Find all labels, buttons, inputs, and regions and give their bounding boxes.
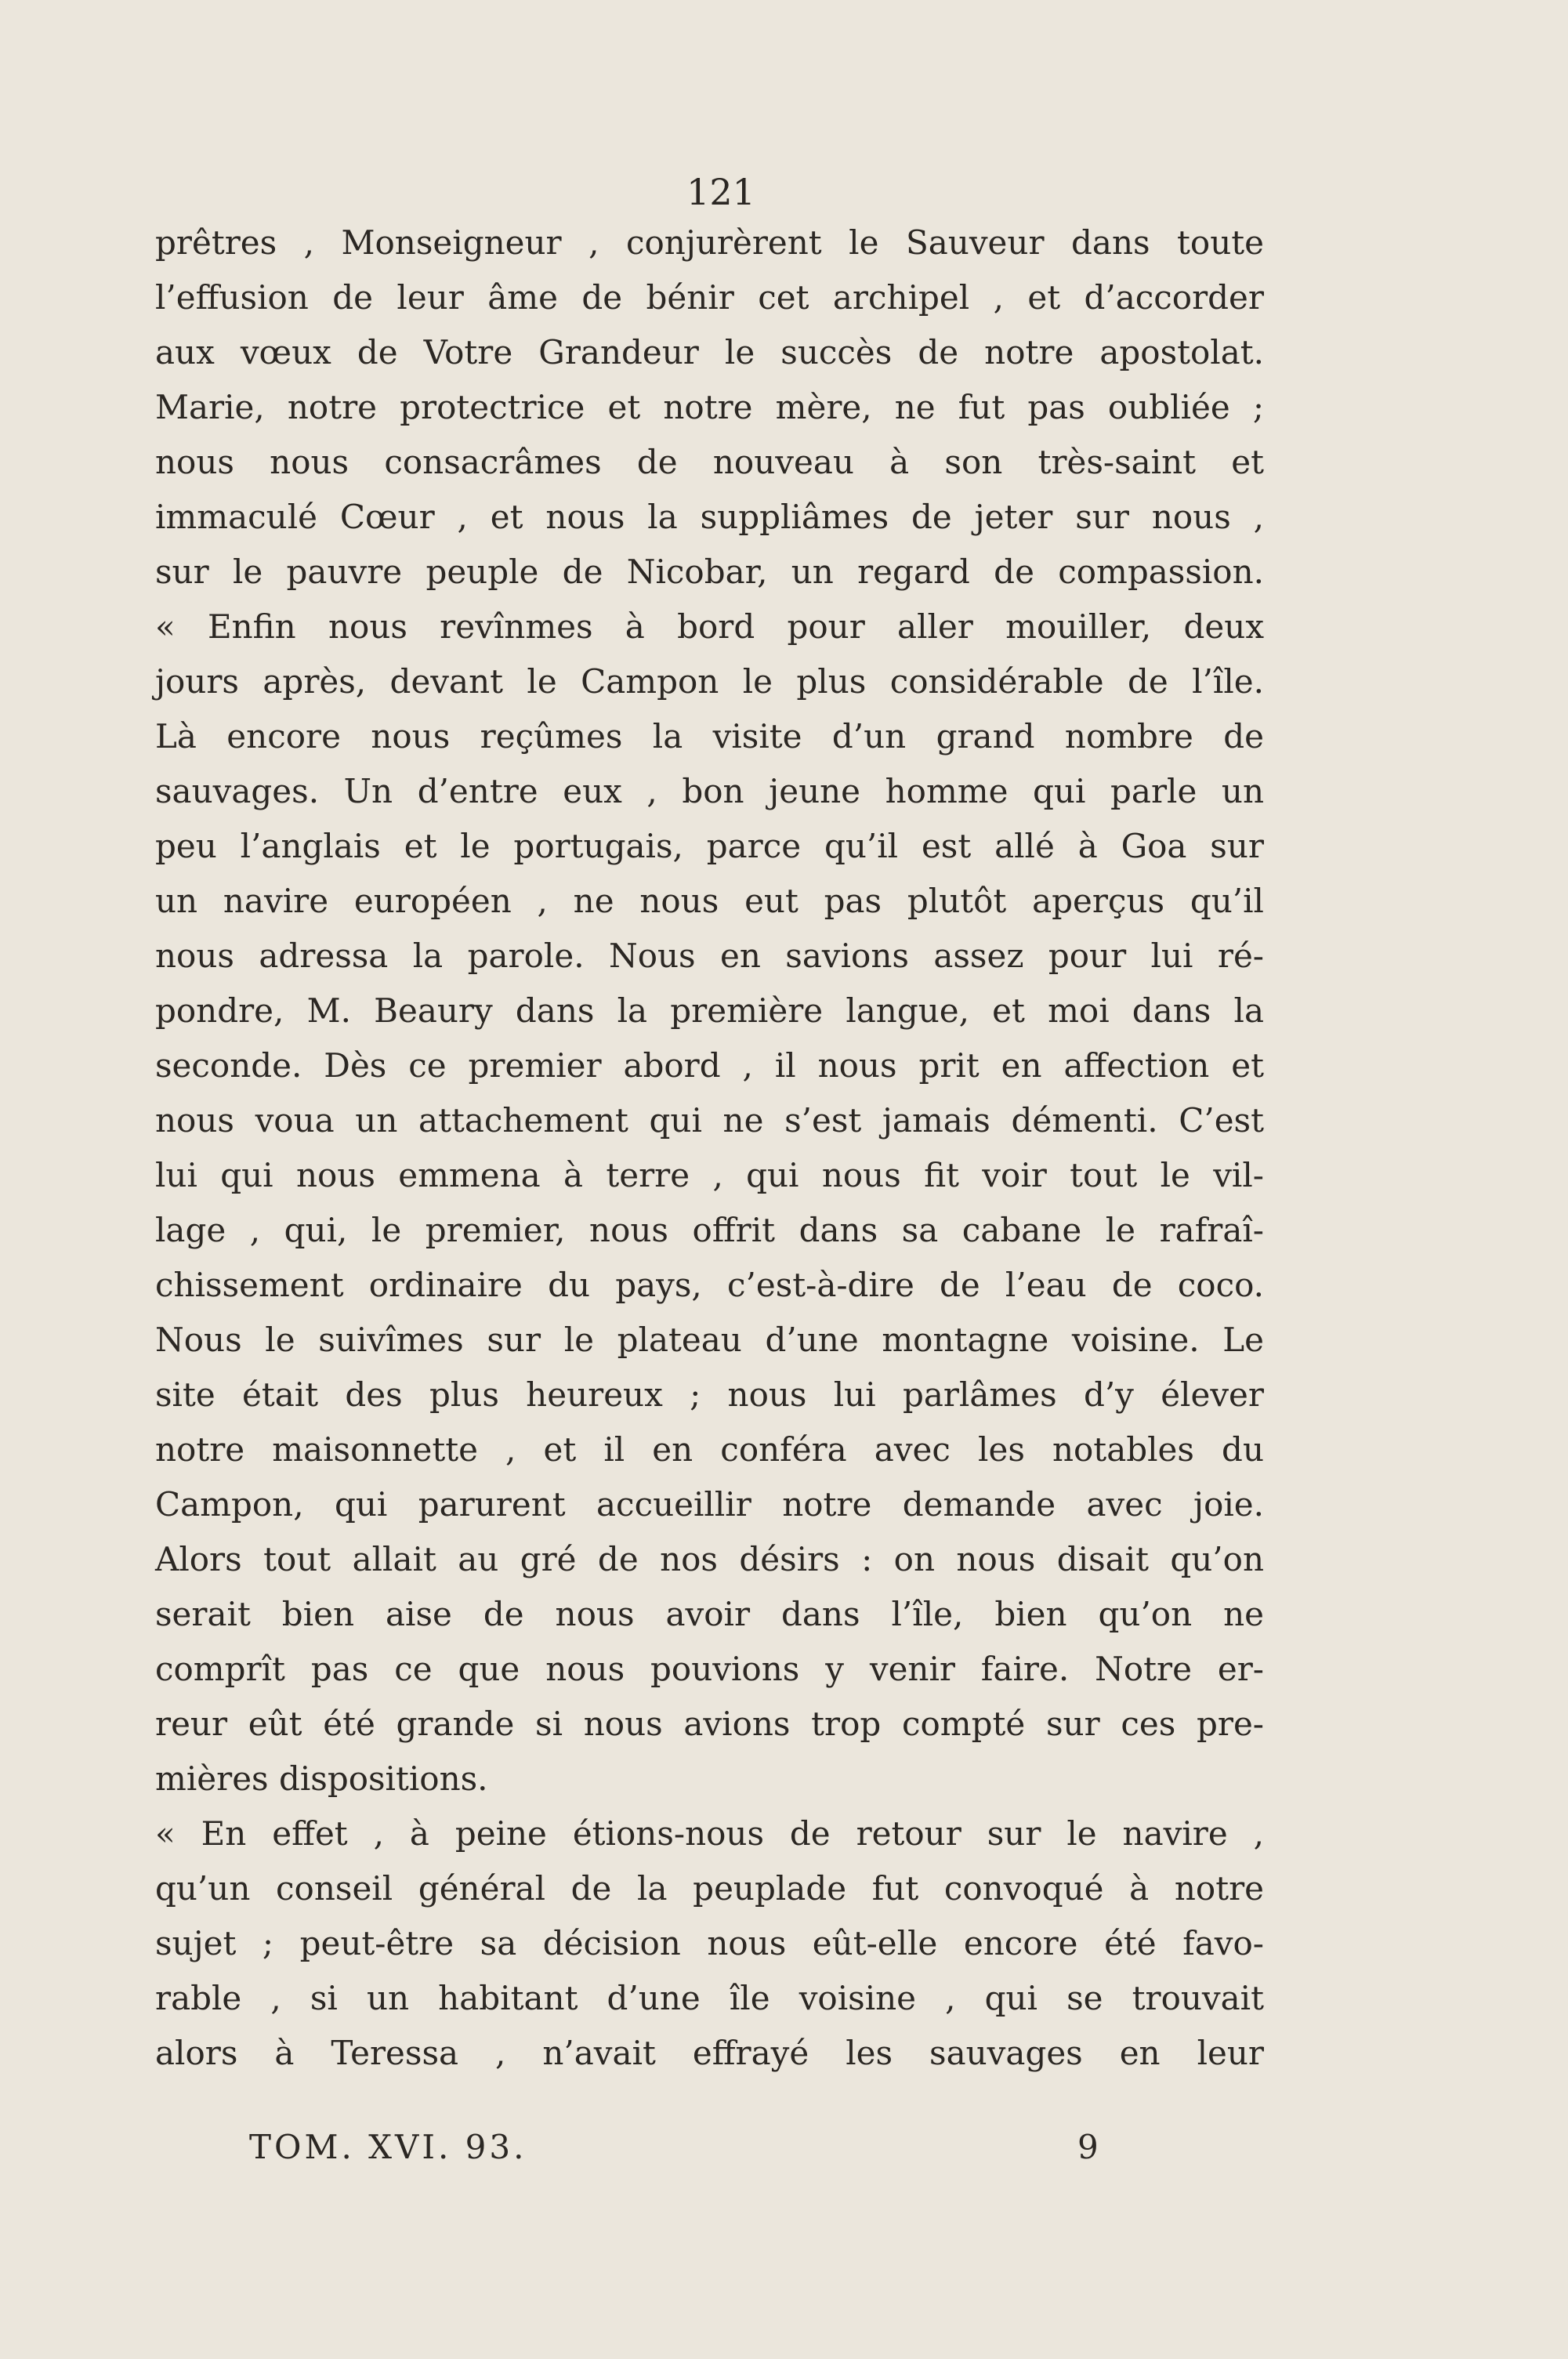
text-line-33: rable , si un habitant d’une île voisine , qui se trouvait [155,1979,1264,2017]
text-line-25: Alors tout allait au gré de nos désirs : on nous disait qu’on [155,1540,1264,1578]
text-line-29: mières dispositions. [155,1759,488,1798]
text-line-23: notre maisonnette , et il en conféra avec les notables du [155,1430,1264,1469]
text-line-20: chissement ordinaire du pays, c’est-à-dire de l’eau de coco. [155,1266,1264,1304]
text-line-7: sur le pauvre peuple de Nicobar, un regard de compassion. [155,553,1264,591]
text-line-6: immaculé Cœur , et nous la suppliâmes de jeter sur nous , [155,498,1264,536]
text-line-31: qu’un conseil général de la peuplade fut convoqué à notre [155,1869,1264,1908]
text-line-11: sauvages. Un d’entre eux , bon jeune homme qui parle un [155,772,1264,810]
text-line-27: comprît pas ce que nous pouvions y venir faire. Notre er- [155,1650,1264,1688]
text-line-3: aux vœux de Votre Grandeur le succès de notre apostolat. [155,333,1264,371]
gathering-number: 9 [1077,2128,1099,2166]
text-line-21: Nous le suivîmes sur le plateau d’une montagne voisine. Le [155,1321,1264,1359]
text-line-10: Là encore nous reçûmes la visite d’un grand nombre de [155,717,1264,756]
text-line-12: peu l’anglais et le portugais, parce qu’il est allé à Goa sur [155,827,1264,865]
signature-mark: TOM. XVI. 93. [249,2128,527,2166]
text-line-18: lui qui nous emmena à terre , qui nous fit voir tout le vil- [155,1156,1264,1194]
page-number: 121 [686,171,755,213]
text-line-26: serait bien aise de nous avoir dans l’île, bien qu’on ne [155,1595,1264,1633]
text-line-14: nous adressa la parole. Nous en savions assez pour lui ré- [155,937,1264,975]
text-line-34: alors à Teressa , n’avait effrayé les sauvages en leur [155,2034,1264,2072]
text-line-1: prêtres , Monseigneur , conjurèrent le Sauveur dans toute [155,223,1264,262]
text-line-16: seconde. Dès ce premier abord , il nous prit en affection et [155,1046,1264,1085]
text-line-17: nous voua un attachement qui ne s’est jamais démenti. C’est [155,1101,1264,1140]
text-line-2: l’effusion de leur âme de bénir cet archipel , et d’accorder [155,278,1264,317]
text-line-15: pondre, M. Beaury dans la première langue, et moi dans la [155,991,1264,1030]
text-line-32: sujet ; peut-être sa décision nous eût-elle encore été favo- [155,1924,1264,1962]
text-line-13: un navire européen , ne nous eut pas plutôt aperçus qu’il [155,882,1264,920]
page-footer [0,2120,1568,2175]
text-line-8: « Enfin nous revînmes à bord pour aller mouiller, deux [155,607,1264,646]
text-line-24: Campon, qui parurent accueillir notre demande avec joie. [155,1485,1264,1524]
text-line-30: « En effet , à peine étions-nous de retour sur le navire , [155,1814,1264,1853]
text-line-28: reur eût été grande si nous avions trop compté sur ces pre- [155,1705,1264,1743]
text-line-5: nous nous consacrâmes de nouveau à son très-saint et [155,443,1264,481]
text-line-9: jours après, devant le Campon le plus considérable de l’île. [155,662,1264,701]
text-line-4: Marie, notre protectrice et notre mère, ne fut pas oubliée ; [155,388,1264,426]
text-line-22: site était des plus heureux ; nous lui parlâmes d’y élever [155,1375,1264,1414]
text-line-19: lage , qui, le premier, nous offrit dans sa cabane le rafraî- [155,1211,1264,1249]
